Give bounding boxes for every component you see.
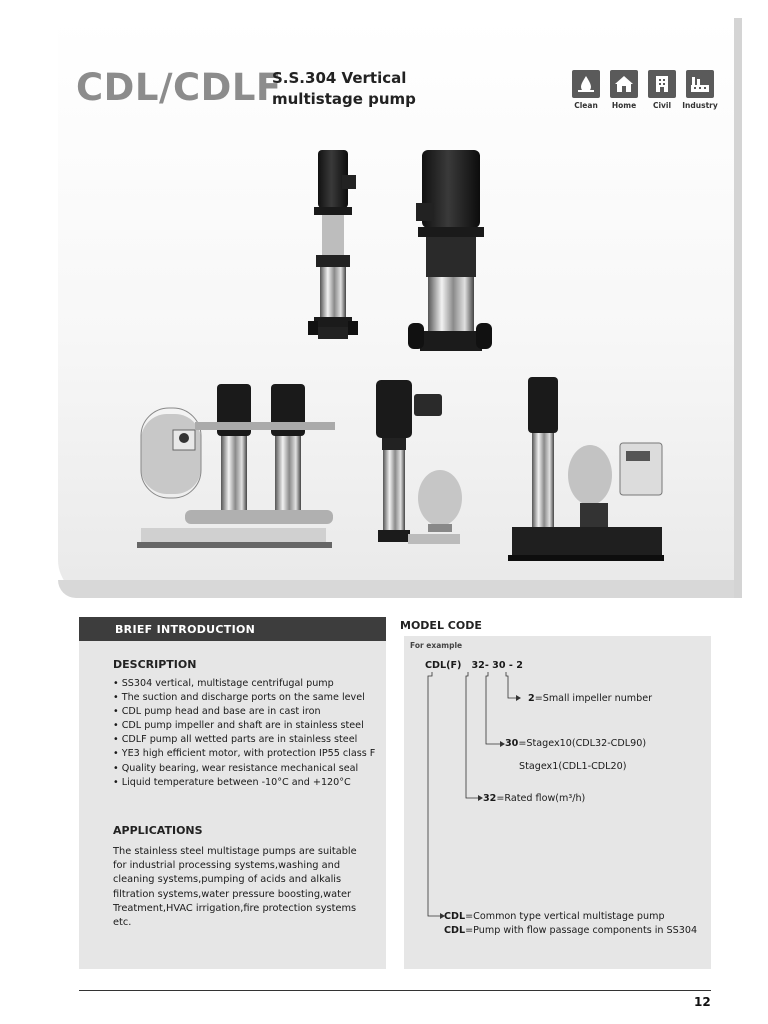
list-item: • CDL pump impeller and shaft are in stainless steel: [113, 719, 375, 733]
flow-line: 32=Rated flow(m³/h): [483, 793, 586, 804]
subtitle-line-1: S.S.304 Vertical: [272, 69, 407, 87]
category-label: Home: [611, 101, 637, 110]
code-sep: -: [508, 660, 513, 671]
footer-divider: [79, 990, 711, 991]
list-item: • Liquid temperature between -10°C and +120°C: [113, 776, 375, 790]
applications-title: APPLICATIONS: [113, 824, 203, 837]
booster-set-image: [133, 378, 338, 560]
type-line-2: CDL=Pump with flow passage components in SS304: [444, 925, 698, 936]
code-flow: 32-: [471, 660, 489, 671]
category-home: [609, 70, 639, 110]
code-stage: 30: [492, 660, 506, 671]
page-number: 12: [694, 995, 711, 1009]
category-industry: [682, 70, 718, 110]
code-impeller: 2: [516, 660, 523, 671]
category-label: Clean: [574, 101, 598, 110]
applications-text: The stainless steel multistage pumps are suitable for industrial processing systems,washing and cleaning systems,pumping of acids and alkalis filtration systems,water pressure boosting,water Treatment,HVAC irrigation,fire protection systems etc.: [113, 846, 357, 929]
page-title: CDL/CDLF: [76, 66, 282, 109]
house-icon: [610, 70, 638, 98]
intro-header: BRIEF INTRODUCTION: [79, 617, 386, 641]
category-civil: [647, 70, 677, 110]
type-line-1: CDL=Common type vertical multistage pump: [444, 911, 665, 922]
list-item: • SS304 vertical, multistage centrifugal pump: [113, 677, 375, 691]
hero-panel-shadow: [58, 580, 742, 598]
example-label: For example: [410, 641, 463, 650]
page-subtitle: [272, 68, 416, 110]
water-drop-icon: [572, 70, 600, 98]
hero-panel-edge: [734, 18, 742, 598]
subtitle-line-2: multistage pump: [272, 90, 416, 108]
pump-with-tank-image: [368, 378, 468, 563]
model-code-title: MODEL CODE: [400, 619, 482, 632]
list-item: • CDLF pump all wetted parts are in stainless steel: [113, 733, 375, 747]
code-prefix: CDL(F): [425, 660, 462, 671]
category-icons: [571, 70, 718, 110]
category-label: Civil: [652, 101, 672, 110]
impeller-line: 2=Small impeller number: [528, 693, 653, 704]
building-icon: [648, 70, 676, 98]
vertical-pump-image-pair: [300, 145, 500, 365]
list-item: • CDL pump head and base are in cast iron: [113, 705, 375, 719]
stage-line: 30=Stagex10(CDL32-CDL90): [505, 738, 647, 749]
pump-control-station-image: [508, 375, 668, 567]
description-title: DESCRIPTION: [113, 658, 197, 671]
list-item: • The suction and discharge ports on the same level: [113, 691, 375, 705]
factory-icon: [686, 70, 714, 98]
category-clean: [571, 70, 601, 110]
list-item: • YE3 high efficient motor, with protection IP55 class F: [113, 747, 375, 761]
list-item: • Quality bearing, wear resistance mechanical seal: [113, 762, 375, 776]
category-label: Industry: [682, 101, 718, 110]
description-list: [113, 677, 375, 790]
stage-line-2: Stagex1(CDL1-CDL20): [519, 761, 627, 772]
